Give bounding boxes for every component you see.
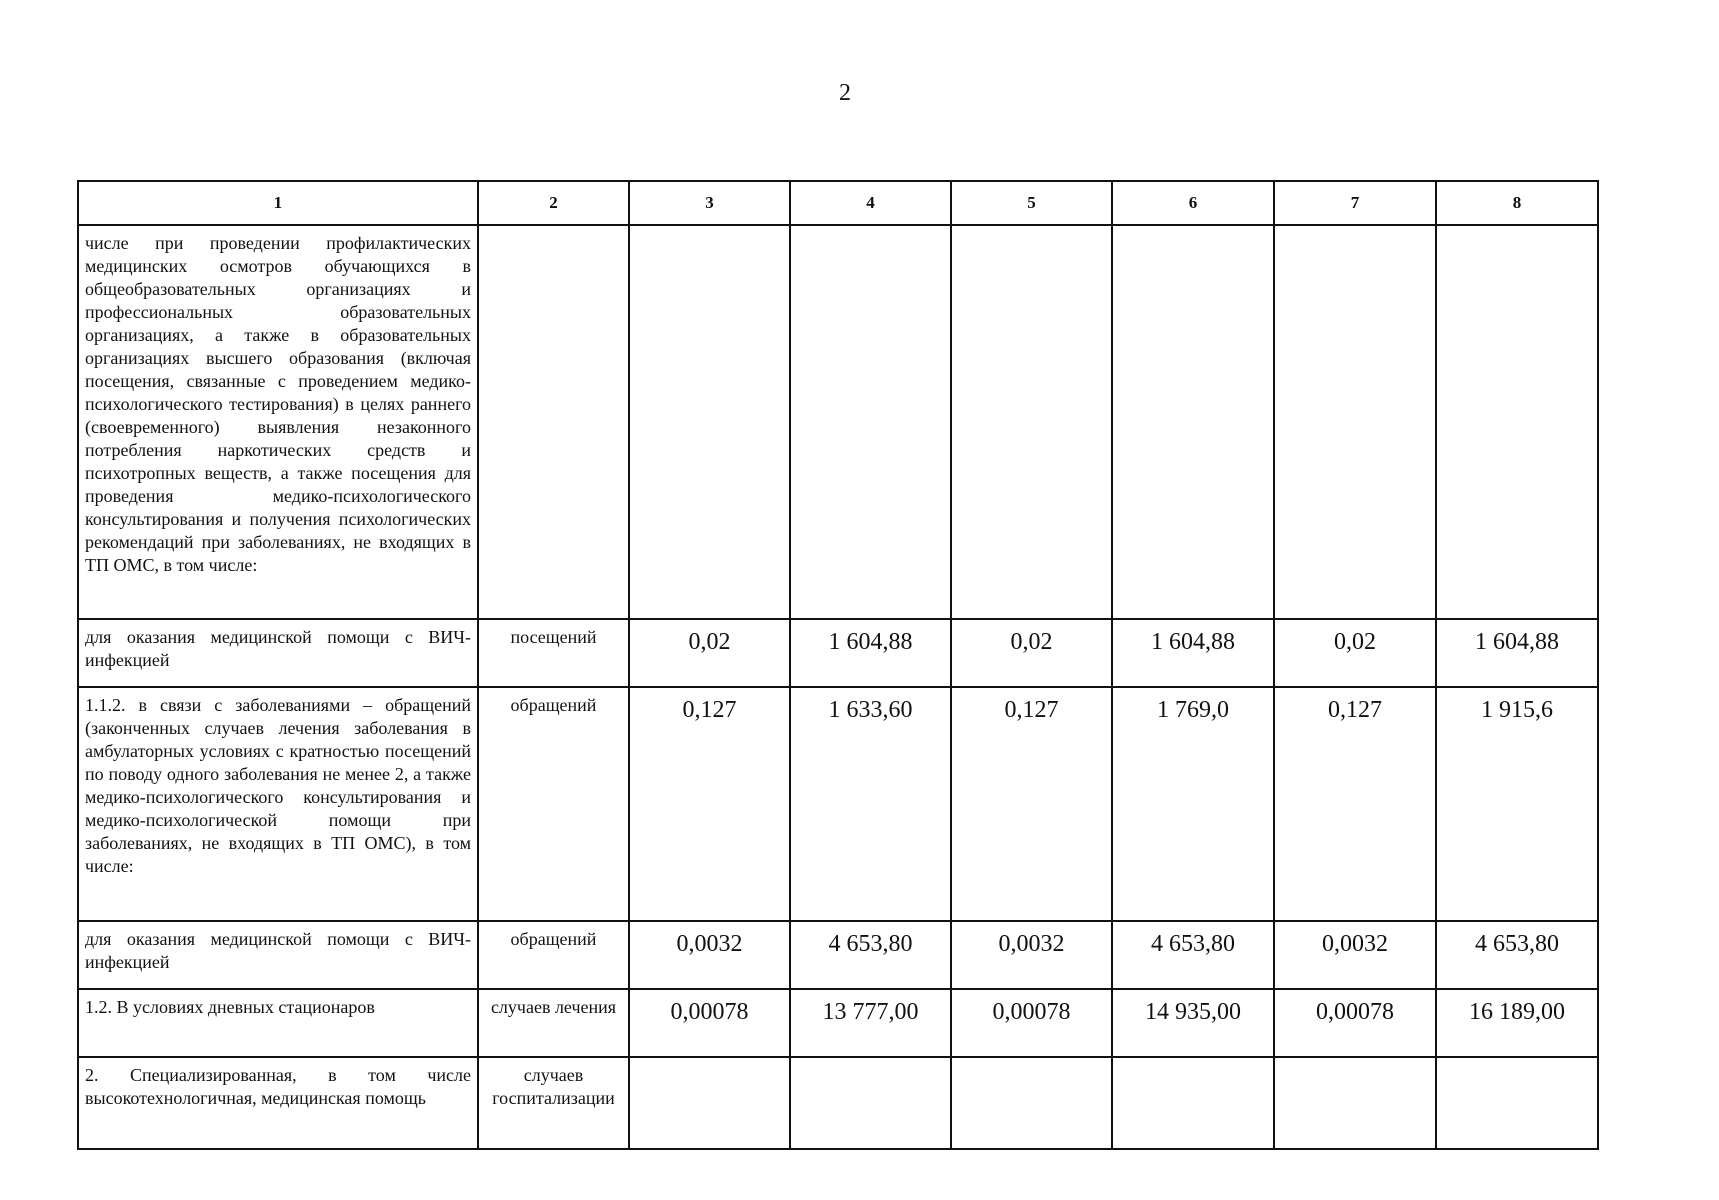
row-value-col6 xyxy=(1112,1057,1274,1149)
row-value-col8: 4 653,80 xyxy=(1436,921,1598,989)
row-value-col5 xyxy=(951,225,1112,619)
row-unit: случаев госпитализации xyxy=(478,1057,629,1149)
row-value-col3: 0,02 xyxy=(629,619,790,687)
row-value-col4: 13 777,00 xyxy=(790,989,951,1057)
table-row xyxy=(78,619,1598,687)
row-value-col3 xyxy=(629,225,790,619)
header-row xyxy=(78,181,1598,225)
column-header-2: 2 xyxy=(478,181,629,225)
page-number: 2 xyxy=(839,80,851,106)
row-description: 1.2. В условиях дневных стационаров xyxy=(78,989,478,1057)
row-value-col6: 14 935,00 xyxy=(1112,989,1274,1057)
column-header-5: 5 xyxy=(951,181,1112,225)
row-unit: обращений xyxy=(478,921,629,989)
norms-table xyxy=(77,180,1599,1150)
table-row xyxy=(78,225,1598,619)
row-value-col6: 1 769,0 xyxy=(1112,687,1274,921)
row-value-col3 xyxy=(629,1057,790,1149)
row-value-col7 xyxy=(1274,1057,1436,1149)
row-value-col4: 1 633,60 xyxy=(790,687,951,921)
column-header-7: 7 xyxy=(1274,181,1436,225)
row-value-col5 xyxy=(951,1057,1112,1149)
row-description: 2. Специализированная, в том числе высокотехнологичная, медицинская помощь xyxy=(78,1057,478,1149)
row-value-col5: 0,127 xyxy=(951,687,1112,921)
row-value-col4: 4 653,80 xyxy=(790,921,951,989)
column-header-8: 8 xyxy=(1436,181,1598,225)
row-value-col3: 0,127 xyxy=(629,687,790,921)
row-description: для оказания медицинской помощи с ВИЧ-инфекцией xyxy=(78,619,478,687)
row-value-col7: 0,127 xyxy=(1274,687,1436,921)
column-header-6: 6 xyxy=(1112,181,1274,225)
row-value-col5: 0,02 xyxy=(951,619,1112,687)
row-unit xyxy=(478,225,629,619)
column-header-1: 1 xyxy=(78,181,478,225)
row-value-col6 xyxy=(1112,225,1274,619)
column-header-4: 4 xyxy=(790,181,951,225)
row-value-col7: 0,0032 xyxy=(1274,921,1436,989)
row-value-col5: 0,00078 xyxy=(951,989,1112,1057)
row-value-col6: 4 653,80 xyxy=(1112,921,1274,989)
row-value-col7 xyxy=(1274,225,1436,619)
row-value-col3: 0,0032 xyxy=(629,921,790,989)
row-value-col4 xyxy=(790,225,951,619)
row-value-col4: 1 604,88 xyxy=(790,619,951,687)
row-value-col5: 0,0032 xyxy=(951,921,1112,989)
row-value-col6: 1 604,88 xyxy=(1112,619,1274,687)
row-unit: обращений xyxy=(478,687,629,921)
row-value-col8: 16 189,00 xyxy=(1436,989,1598,1057)
row-value-col8: 1 915,6 xyxy=(1436,687,1598,921)
table-row xyxy=(78,921,1598,989)
row-value-col3: 0,00078 xyxy=(629,989,790,1057)
table-row xyxy=(78,989,1598,1057)
row-description: 1.1.2. в связи с заболеваниями – обращений (законченных случаев лечения заболевания в амбулаторных условиях с кратностью посещений по поводу одного заболевания не менее 2, а также медико-психологического консультирования и медико-психологической помощи при заболеваниях, не входящих в ТП ОМС), в том числе: xyxy=(78,687,478,921)
row-value-col8 xyxy=(1436,225,1598,619)
table-row xyxy=(78,1057,1598,1149)
row-value-col8: 1 604,88 xyxy=(1436,619,1598,687)
row-unit: случаев лечения xyxy=(478,989,629,1057)
column-header-3: 3 xyxy=(629,181,790,225)
table-row xyxy=(78,687,1598,921)
row-value-col7: 0,00078 xyxy=(1274,989,1436,1057)
row-value-col7: 0,02 xyxy=(1274,619,1436,687)
row-unit: посещений xyxy=(478,619,629,687)
row-description: для оказания медицинской помощи с ВИЧ-инфекцией xyxy=(78,921,478,989)
row-description: числе при проведении профилактических медицинских осмотров обучающихся в общеобразовательных организациях и профессиональных образовательных организациях, а также в образовательных организациях высшего образования (включая посещения, связанные с проведением медико-психологического тестирования) в целях раннего (своевременного) выявления незаконного потребления наркотических средств и психотропных веществ, а также посещения для проведения медико-психологического консультирования и получения психологических рекомендаций при заболеваниях, не входящих в ТП ОМС, в том числе: xyxy=(78,225,478,619)
row-value-col4 xyxy=(790,1057,951,1149)
row-value-col8 xyxy=(1436,1057,1598,1149)
